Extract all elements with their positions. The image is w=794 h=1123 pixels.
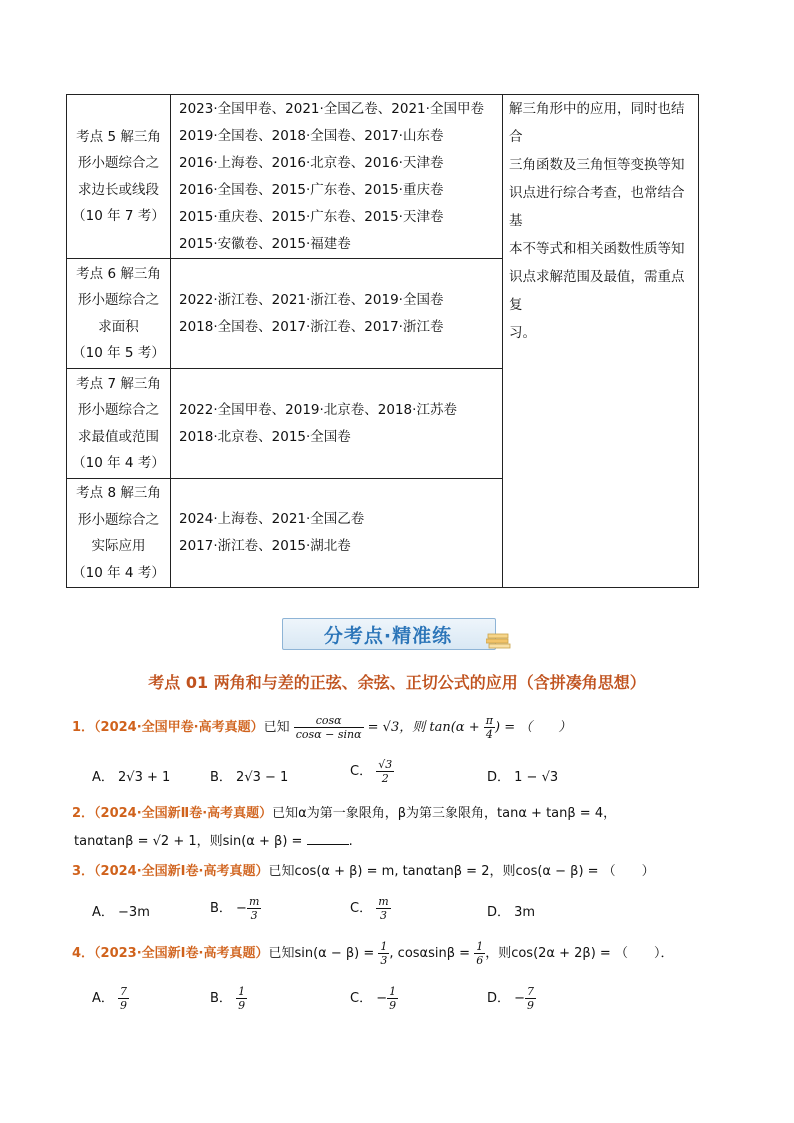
option-c[interactable] — [350, 985, 398, 1012]
option-a[interactable] — [92, 985, 129, 1012]
fraction-numerator: 1 — [380, 940, 388, 953]
point-line: 形小题综合之 — [78, 292, 159, 308]
source-line: 2022·全国甲卷、2019·北京卷、2018·江苏卷 — [179, 401, 457, 418]
fraction-denominator: 3 — [379, 909, 387, 922]
fraction-denominator: 9 — [120, 999, 128, 1012]
fraction — [484, 714, 495, 741]
question-2-line-2: tanαtanβ = √2 + 1，则sin(α + β) = . — [74, 834, 353, 849]
stem-text: 已知 — [263, 720, 290, 735]
fraction-numerator: 1 — [238, 985, 246, 998]
note-line: 三角函数及三角恒等变换等知 — [509, 157, 685, 173]
fraction-numerator: m — [248, 895, 260, 908]
fraction — [525, 985, 536, 1012]
point-line: （10 年 5 考） — [72, 345, 165, 361]
option-c[interactable] — [350, 758, 394, 785]
point-line: 形小题综合之 — [78, 402, 159, 418]
fraction-denominator: 9 — [527, 999, 535, 1012]
question-number: 2． — [72, 806, 95, 821]
fraction-numerator: m — [378, 895, 389, 908]
question-number: 3． — [72, 864, 95, 879]
question-source: （2023·全国新Ⅰ卷·高考真题） — [94, 946, 269, 961]
fraction-numerator: 1 — [389, 985, 397, 998]
source-line: 2022·浙江卷、2021·浙江卷、2019·全国卷 — [179, 291, 444, 308]
fraction-denominator: 9 — [389, 999, 397, 1012]
question-source: （2024·全国新Ⅱ卷·高考真题） — [94, 806, 273, 821]
option-label: A． — [92, 991, 114, 1006]
fraction-denominator: 9 — [238, 999, 246, 1012]
fraction — [236, 985, 247, 1012]
fraction-denominator: 3 — [380, 954, 388, 967]
point-line: （10 年 7 考） — [72, 208, 165, 224]
point-line: 实际应用 — [91, 538, 146, 554]
fraction-numerator: cosα — [294, 714, 364, 728]
stem-text: tan(α + — [429, 720, 484, 735]
fraction-denominator: cosα − sinα — [295, 728, 362, 741]
stem-text: ) = （ ） — [494, 720, 572, 735]
fraction-numerator: 7 — [527, 985, 535, 998]
exam-point-table — [66, 94, 699, 588]
fraction-numerator: 1 — [476, 940, 484, 953]
option-label: B． — [210, 991, 232, 1006]
fraction — [378, 940, 389, 967]
stem-text: ，则cos(2α + 2β) = （ ）． — [485, 946, 674, 961]
point-line: 考点 5 解三角 — [76, 128, 161, 145]
question-2 — [72, 804, 616, 824]
note-line: 习。 — [509, 325, 536, 341]
source-line: 2017·浙江卷、2015·湖北卷 — [179, 538, 351, 554]
option-label: C． − — [350, 991, 388, 1006]
fraction-numerator: π — [485, 714, 493, 727]
option-a[interactable]: A． −3m — [92, 905, 150, 920]
sources-7 — [171, 369, 503, 479]
exam-point-7 — [67, 369, 171, 479]
option-label: C． — [350, 901, 373, 916]
option-label: D． − — [487, 991, 526, 1006]
question-number: 1． — [72, 720, 95, 735]
option-label: C． — [350, 764, 373, 779]
topic-heading: 考点 01 两角和与差的正弦、余弦、正切公式的应用（含拼凑角思想） — [148, 673, 646, 692]
point-line: （10 年 4 考） — [72, 455, 165, 471]
source-line: 2015·重庆卷、2015·广东卷、2015·天津卷 — [179, 208, 444, 225]
note-line: 识点求解范围及最值，需重点复 — [509, 269, 685, 313]
question-source: （2024·全国甲卷·高考真题） — [94, 720, 264, 735]
option-d[interactable] — [487, 985, 536, 1012]
stem-text: 已知cos(α + β) = m, tanαtanβ = 2，则cos(α − β) = （ ） — [268, 864, 655, 879]
fraction — [118, 985, 129, 1012]
note-line: 本不等式和相关函数性质等知 — [509, 241, 685, 257]
sources-5 — [171, 95, 503, 259]
source-line: 2018·全国卷、2017·浙江卷、2017·浙江卷 — [179, 318, 444, 335]
source-line: 2023·全国甲卷、2021·全国乙卷、2021·全国甲卷 — [179, 100, 484, 117]
option-d[interactable]: D． 3m — [487, 905, 536, 920]
source-line: 2015·安徽卷、2015·福建卷 — [179, 235, 351, 252]
fraction — [247, 895, 261, 922]
source-line: 2024·上海卷、2021·全国乙卷 — [179, 511, 365, 527]
point-line: 考点 7 解三角 — [76, 375, 161, 392]
option-c[interactable] — [350, 895, 391, 922]
option-label: B． − — [210, 901, 247, 916]
point-line: 形小题综合之 — [78, 155, 159, 171]
option-b[interactable]: B． 2√3 − 1 — [210, 770, 289, 785]
fraction — [387, 985, 398, 1012]
question-number: 4． — [72, 946, 95, 961]
fraction — [294, 714, 364, 741]
exam-point-8 — [67, 479, 171, 588]
sources-8 — [171, 479, 503, 588]
source-line: 2016·上海卷、2016·北京卷、2016·天津卷 — [179, 154, 444, 171]
fraction-denominator: 6 — [476, 954, 484, 967]
point-line: 考点 6 解三角 — [76, 265, 161, 282]
exam-point-5 — [67, 95, 171, 259]
source-line: 2019·全国卷、2018·全国卷、2017·山东卷 — [179, 127, 444, 144]
analysis-note — [503, 95, 699, 588]
option-d[interactable]: D． 1 − √3 — [487, 770, 559, 785]
fraction-numerator: 7 — [120, 985, 128, 998]
question-4 — [72, 940, 673, 967]
point-line: 考点 8 解三角 — [76, 485, 161, 501]
point-line: 求边长或线段 — [78, 181, 159, 198]
option-b[interactable] — [210, 985, 247, 1012]
fraction-denominator: 4 — [485, 728, 493, 741]
point-line: 求面积 — [98, 318, 139, 335]
banner-title: 分考点·精准练 — [323, 625, 453, 647]
sources-6 — [171, 259, 503, 369]
stem-text: , cosαsinβ = — [389, 946, 475, 961]
fraction-numerator: √3 — [378, 758, 393, 771]
fraction-denominator: 3 — [250, 909, 258, 922]
fraction — [474, 940, 485, 967]
exam-point-6 — [67, 259, 171, 369]
option-b[interactable] — [210, 895, 261, 922]
question-3 — [72, 862, 655, 882]
note-line: 解三角形中的应用，同时也结合 — [509, 101, 685, 145]
fraction — [376, 758, 394, 785]
fraction — [376, 895, 390, 922]
stem-text: tanαtanβ = √2 + 1，则sin(α + β) = — [74, 834, 307, 849]
question-source: （2024·全国新Ⅰ卷·高考真题） — [94, 864, 269, 879]
section-banner — [282, 618, 512, 654]
book-stack-icon — [486, 632, 512, 650]
note-line: 识点进行综合考查，也常结合基 — [509, 185, 685, 229]
point-line: （10 年 4 考） — [72, 564, 165, 581]
source-line: 2018·北京卷、2015·全国卷 — [179, 428, 351, 445]
answer-blank[interactable] — [307, 832, 349, 845]
stem-text: 已知sin(α − β) = — [268, 946, 379, 961]
stem-text: = √3，则 — [367, 720, 426, 735]
fraction-denominator: 2 — [381, 772, 389, 785]
stem-text: 已知α为第一象限角，β为第三象限角，tanα + tanβ = 4， — [272, 806, 617, 821]
option-a[interactable]: A． 2√3 + 1 — [92, 770, 171, 785]
source-line: 2016·全国卷、2015·广东卷、2015·重庆卷 — [179, 181, 444, 198]
question-1 — [72, 714, 571, 741]
point-line: 形小题综合之 — [78, 511, 159, 528]
point-line: 求最值或范围 — [78, 428, 159, 445]
